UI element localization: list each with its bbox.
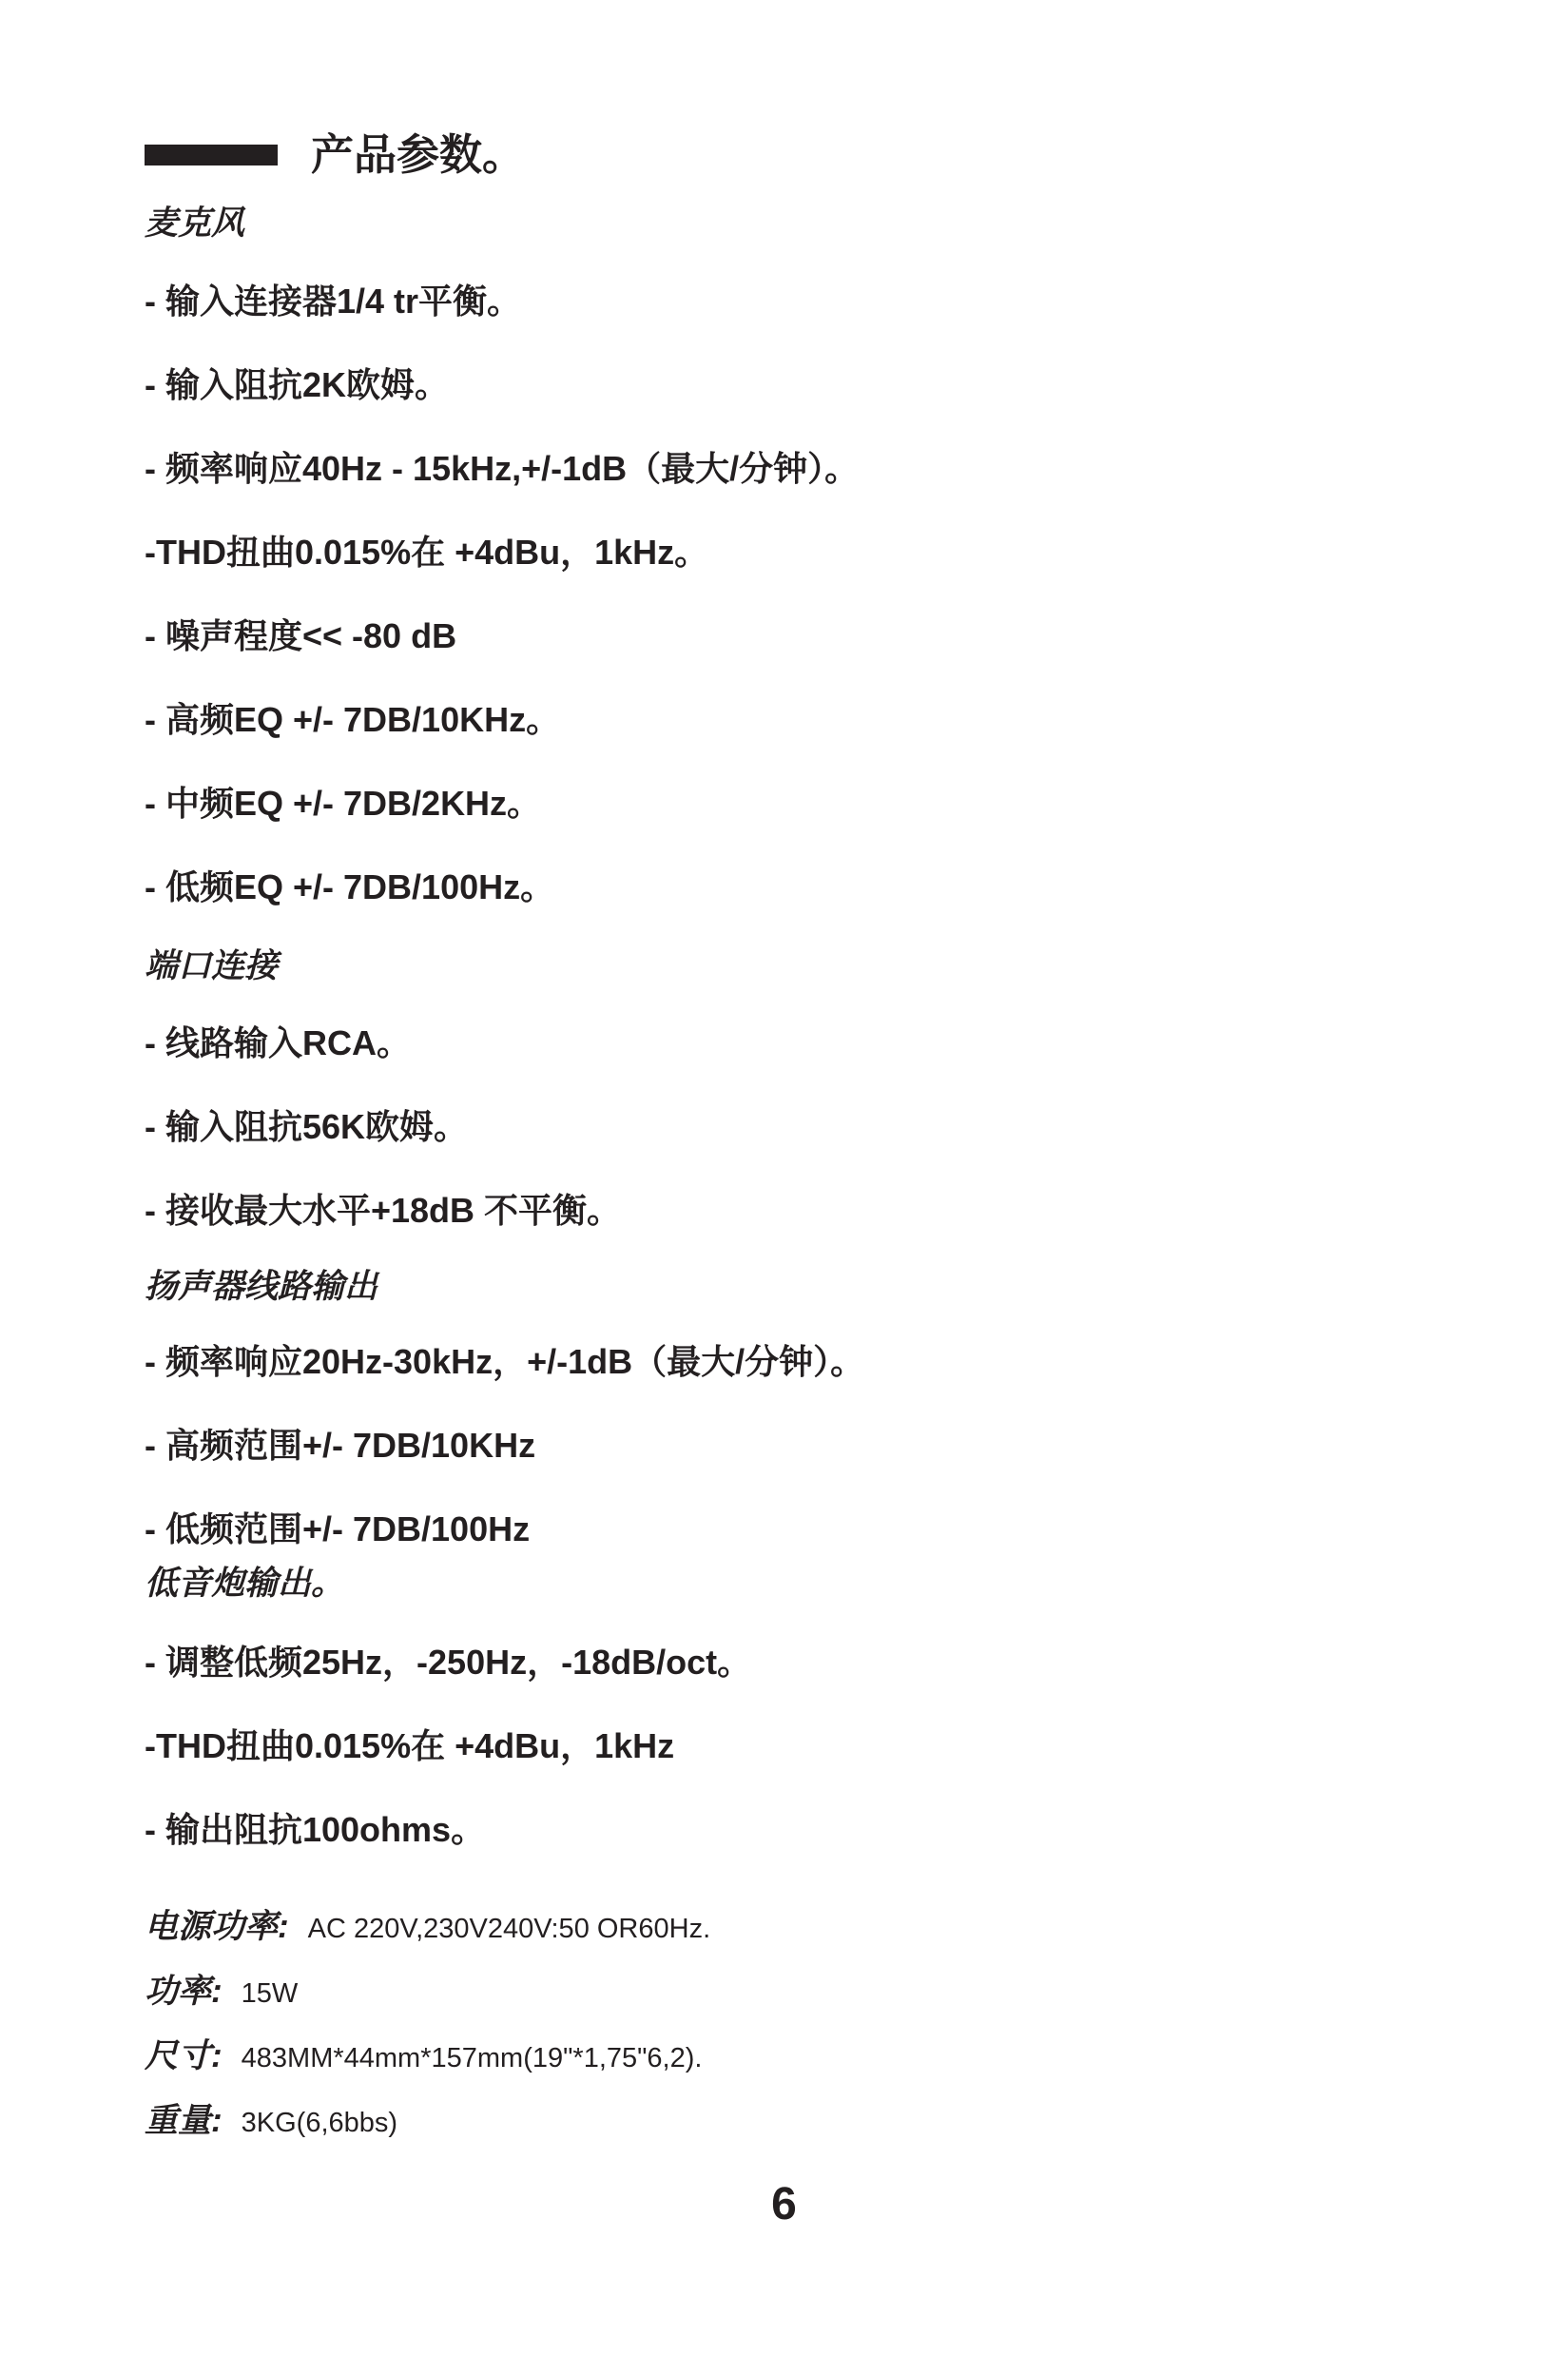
section-title-microphone: 麦克风 <box>145 204 245 242</box>
spec-item: - 接收最大水平+18dB 不平衡。 <box>145 1191 622 1230</box>
heading-bar <box>145 145 278 165</box>
spec-item: - 低频EQ +/- 7DB/100Hz。 <box>145 867 555 906</box>
spec-item: - 调整低频25Hz，-250Hz，-18dB/oct。 <box>145 1643 752 1682</box>
spec-row-weight <box>145 2100 397 2149</box>
spec-row-power <box>145 1971 298 2019</box>
spec-value: 3KG(6,6bbs) <box>241 2108 398 2138</box>
spec-row-power-supply <box>145 1906 710 1955</box>
spec-item: - 高频EQ +/- 7DB/10KHz。 <box>145 700 561 739</box>
spec-item: - 输入连接器1/4 tr平衡。 <box>145 282 522 321</box>
spec-item: -THD扭曲0.015%在 +4dBu，1kHz <box>145 1726 675 1765</box>
spec-item: - 线路输入RCA。 <box>145 1023 411 1062</box>
spec-label: 重量: <box>145 2102 223 2139</box>
page-number: 6 <box>771 2179 797 2229</box>
spec-item: -THD扭曲0.015%在 +4dBu，1kHz。 <box>145 533 709 572</box>
spec-item: - 输出阻抗100ohms。 <box>145 1810 486 1849</box>
spec-row-dimensions <box>145 2035 702 2084</box>
spec-item: - 高频范围+/- 7DB/10KHz <box>145 1426 536 1465</box>
spec-label: 电源功率: <box>145 1908 289 1945</box>
section-title-port: 端口连接 <box>145 947 279 984</box>
spec-value: AC 220V,230V240V:50 OR60Hz. <box>307 1914 711 1944</box>
spec-label: 功率: <box>145 1973 223 2010</box>
spec-label: 尺寸: <box>145 2037 223 2074</box>
section-title-speaker: 扬声器线路输出 <box>145 1268 378 1305</box>
spec-value: 15W <box>241 1978 299 2009</box>
spec-item: - 输入阻抗2K欧姆。 <box>145 365 450 404</box>
page-title: 产品参数。 <box>311 130 526 179</box>
spec-item: - 输入阻抗56K欧姆。 <box>145 1107 469 1146</box>
spec-value: 483MM*44mm*157mm(19"*1,75"6,2). <box>241 2043 703 2073</box>
spec-item: - 低频范围+/- 7DB/100Hz <box>145 1509 531 1548</box>
spec-item: - 中频EQ +/- 7DB/2KHz。 <box>145 784 542 823</box>
spec-item: - 频率响应40Hz - 15kHz,+/-1dB（最大/分钟）。 <box>145 449 860 488</box>
section-title-subwoofer: 低音炮输出。 <box>145 1565 345 1602</box>
spec-item: - 噪声程度<< -80 dB <box>145 616 457 655</box>
spec-item: - 频率响应20Hz-30kHz，+/-1dB（最大/分钟）。 <box>145 1342 865 1381</box>
